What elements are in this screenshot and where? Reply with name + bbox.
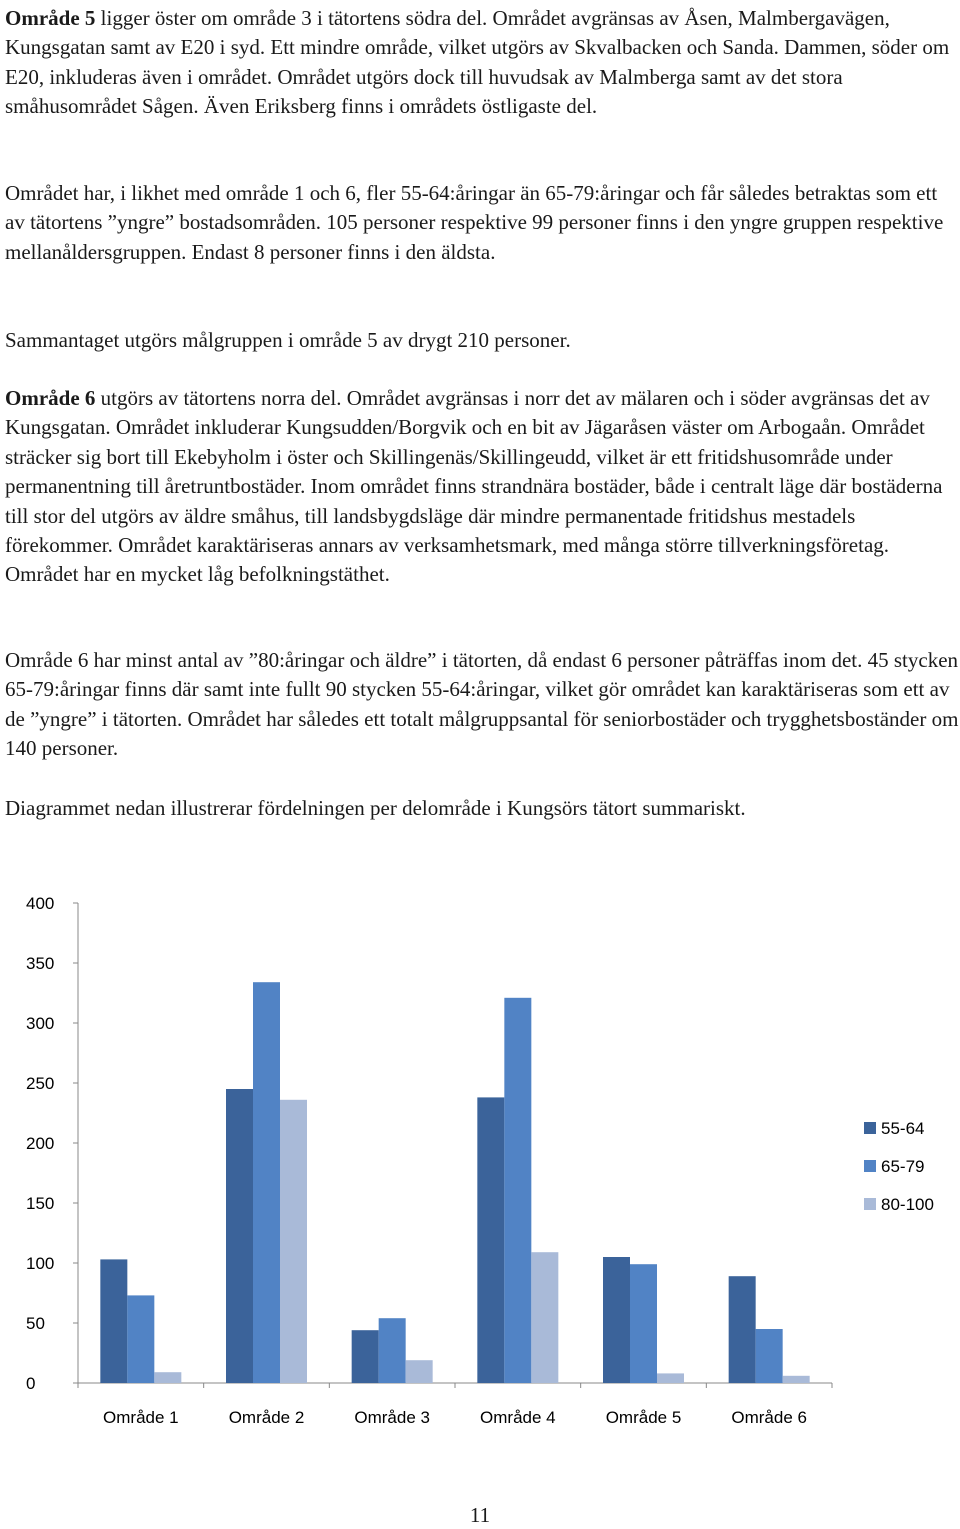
legend-label: 65-79 <box>881 1157 925 1176</box>
y-tick-label: 350 <box>26 954 55 973</box>
paragraph-text: utgörs av tätortens norra del. Området avgränsas i norr det av mälaren och i söder avgränsas det av Kungsgatan. Området inkluderar Kungsudden/Borgvik och en bit av Jägaråsen väster om Arbogaån. Området sträcker sig bort till Ekebyholm i öster och Skillingenäs/Skillingeudd, vilket är ett fritidshusområde under permanentning till åretruntbostäder. Inom området finns strandnära bostäder, både i centralt läge där bostäderna till stor del utgörs av äldre småhus, till landsbygdsläge där mindre permanentade fritidshus mestadels förekommer. Området karaktäriseras annars av verksamhetsmark, med många större tillverkningsföretag. Området har en mycket låg befolkningstäthet. <box>5 386 943 587</box>
y-tick-label: 200 <box>26 1134 55 1153</box>
legend-swatch <box>864 1160 876 1172</box>
x-tick-label: Område 2 <box>228 1408 305 1427</box>
paragraph-age-groups-5 <box>5 179 960 267</box>
legend-label: 55-64 <box>881 1119 925 1138</box>
bar-65-79 <box>379 1318 406 1383</box>
y-tick-label: 150 <box>26 1194 55 1213</box>
paragraph-text: Diagrammet nedan illustrerar fördelningen per delområde i Kungsörs tätort summariskt. <box>5 796 746 820</box>
paragraph-chart-intro <box>5 794 960 823</box>
bar-55-64 <box>477 1097 504 1383</box>
paragraph-text: ligger öster om område 3 i tätortens södra del. Området avgränsas av Åsen, Malmbergavägen, Kungsgatan samt av E20 i syd. Ett mindre område, vilket utgörs av Skvalbacken och Sanda. Dammen, söder om E20, inkluderas även i området. Området utgörs dock till huvudsak av Malmberga samt av det stora småhusområdet Sågen. Även Eriksberg finns i områdets östligaste del. <box>5 6 950 119</box>
bar-65-79 <box>630 1264 657 1383</box>
paragraph-summary-5 <box>5 326 960 355</box>
y-tick-label: 400 <box>26 894 55 913</box>
paragraph-age-groups-6 <box>5 646 960 764</box>
bar-55-64 <box>100 1259 127 1383</box>
bar-55-64 <box>729 1276 756 1383</box>
legend-label: 80-100 <box>881 1195 934 1214</box>
legend-swatch <box>864 1122 876 1134</box>
bar-chart <box>0 880 960 1450</box>
bar-80-100 <box>280 1100 307 1383</box>
y-tick-label: 100 <box>26 1254 55 1273</box>
heading-omrade-5: Område 5 <box>5 6 96 30</box>
x-tick-label: Område 4 <box>480 1408 556 1427</box>
paragraph-text: Område 6 har minst antal av ”80:åringar och äldre” i tätorten, då endast 6 personer påträffas inom det. 45 stycken 65-79:åringar finns där samt inte fullt 90 stycken 55-64:åringar, vilket gör området kan karaktäriseras som ett av de ”yngre” i tätorten. Området har således ett totalt målgruppsantal för seniorbostäder och trygghetsboständer om 140 personer. <box>5 648 959 761</box>
paragraph-omrade-5 <box>5 4 960 122</box>
x-tick-label: Område 5 <box>605 1408 682 1427</box>
bar-80-100 <box>154 1372 181 1383</box>
bar-80-100 <box>657 1373 684 1383</box>
bar-80-100 <box>531 1252 558 1383</box>
page-number: 11 <box>469 1503 491 1527</box>
chart-legend <box>864 1119 934 1214</box>
legend-swatch <box>864 1198 876 1210</box>
x-tick-label: Område 1 <box>103 1408 179 1427</box>
chart-bars <box>100 982 809 1383</box>
bar-55-64 <box>226 1089 253 1383</box>
y-tick-label: 250 <box>26 1074 55 1093</box>
bar-65-79 <box>253 982 280 1383</box>
paragraph-omrade-6 <box>5 384 960 590</box>
bar-80-100 <box>783 1376 810 1383</box>
bar-55-64 <box>352 1330 379 1383</box>
x-tick-label: Område 6 <box>731 1408 807 1427</box>
heading-omrade-6: Område 6 <box>5 386 96 410</box>
bar-65-79 <box>504 998 531 1383</box>
y-tick-label: 300 <box>26 1014 55 1033</box>
bar-80-100 <box>406 1360 433 1383</box>
paragraph-text: Området har, i likhet med område 1 och 6, fler 55-64:åringar än 65-79:åringar och får således betraktas som ett av tätortens ”yngre” bostadsområden. 105 personer respektive 99 personer finns i den yngre gruppen respektive mellanåldersgruppen. Endast 8 personer finns i den äldsta. <box>5 181 944 264</box>
y-tick-label: 0 <box>26 1374 36 1393</box>
bar-55-64 <box>603 1257 630 1383</box>
bar-65-79 <box>127 1295 154 1383</box>
x-tick-label: Område 3 <box>354 1408 430 1427</box>
bar-65-79 <box>756 1329 783 1383</box>
paragraph-text: Sammantaget utgörs målgruppen i område 5 av drygt 210 personer. <box>5 328 571 352</box>
y-tick-label: 50 <box>26 1314 45 1333</box>
